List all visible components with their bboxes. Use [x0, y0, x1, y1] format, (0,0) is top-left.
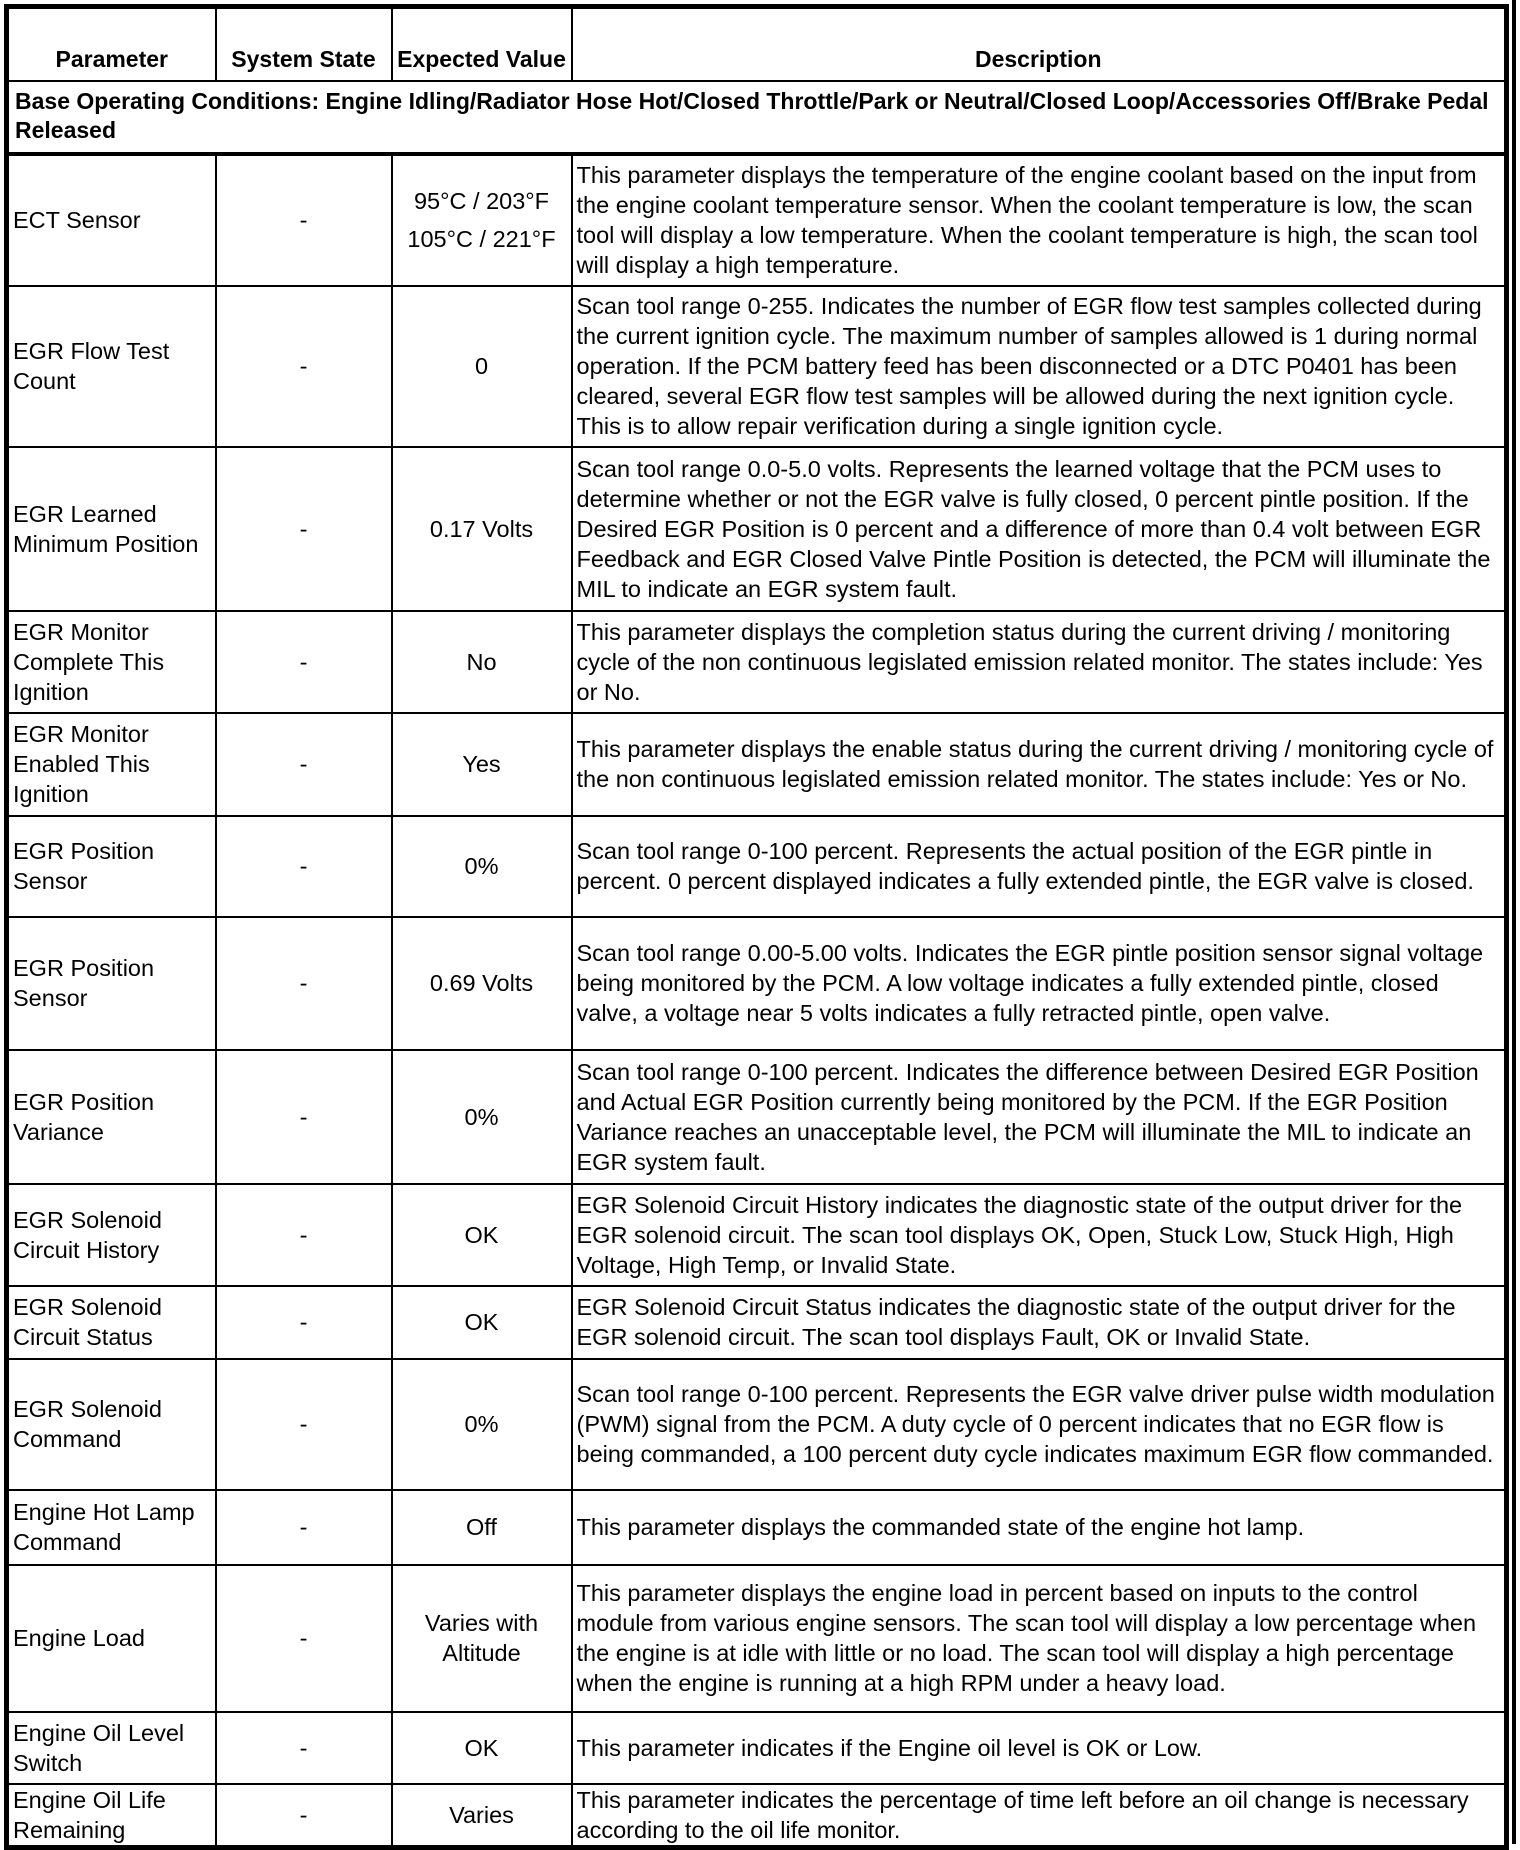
table-row [7, 447, 1507, 611]
expected-value-cell: 0.17 Volts [392, 447, 572, 611]
parameter-cell: EGR Learned Minimum Position [7, 447, 216, 611]
parameter-cell: EGR Position Variance [7, 1050, 216, 1184]
expected-value-cell: Yes [392, 713, 572, 816]
system-state-cell: - [216, 286, 392, 447]
header-expected-value: Expected Value [392, 7, 572, 81]
table-row [7, 917, 1507, 1050]
expected-value-cell: 0 [392, 286, 572, 447]
header-system-state: System State [216, 7, 392, 81]
system-state-cell: - [216, 611, 392, 713]
expected-value-cell: OK [392, 1184, 572, 1286]
table-row [7, 286, 1507, 447]
parameter-cell: Engine Oil Life Remaining [7, 1784, 216, 1848]
section-row [7, 81, 1507, 154]
description-cell: This parameter indicates the percentage of time left before an oil change is necessary according to the oil life monitor. [572, 1784, 1507, 1848]
expected-value-cell: Off [392, 1490, 572, 1565]
system-state-cell: - [216, 154, 392, 286]
header-description: Description [572, 7, 1507, 81]
system-state-cell: - [216, 917, 392, 1050]
expected-value-cell: OK [392, 1712, 572, 1784]
parameter-cell: EGR Flow Test Count [7, 286, 216, 447]
expected-value-cell: Varies [392, 1784, 572, 1848]
table-row [7, 1712, 1507, 1784]
description-cell: This parameter indicates if the Engine oil level is OK or Low. [572, 1712, 1507, 1784]
system-state-cell: - [216, 1490, 392, 1565]
parameter-cell: EGR Monitor Complete This Ignition [7, 611, 216, 713]
table-row [7, 713, 1507, 816]
table-row [7, 154, 1507, 286]
page-edge-rule [1512, 0, 1516, 1844]
parameter-table [4, 4, 1509, 1850]
description-cell: This parameter displays the engine load in percent based on inputs to the control module from various engine sensors. The scan tool will display a low percentage when the engine is at idle with little or no load. The scan tool will display a high percentage when the engine is running at a high RPM under a heavy load. [572, 1565, 1507, 1712]
parameter-cell: Engine Load [7, 1565, 216, 1712]
system-state-cell: - [216, 1286, 392, 1359]
description-cell: This parameter displays the temperature of the engine coolant based on the input from the engine coolant temperature sensor. When the coolant temperature is low, the scan tool will display a low temperature. When the coolant temperature is high, the scan tool will display a high temperature. [572, 154, 1507, 286]
parameter-cell: ECT Sensor [7, 154, 216, 286]
description-cell: Scan tool range 0.00-5.00 volts. Indicates the EGR pintle position sensor signal voltage being monitored by the PCM. A low voltage indicates a fully extended pintle, closed valve, a voltage near 5 volts indicates a fully retracted pintle, open valve. [572, 917, 1507, 1050]
expected-value-cell: 0.69 Volts [392, 917, 572, 1050]
system-state-cell: - [216, 1784, 392, 1848]
table-row [7, 611, 1507, 713]
system-state-cell: - [216, 1050, 392, 1184]
expected-value-cell: No [392, 611, 572, 713]
description-cell: Scan tool range 0-100 percent. Indicates the difference between Desired EGR Position and Actual EGR Position currently being monitored by the PCM. If the EGR Position Variance reaches an unacceptable level, the PCM will illuminate the MIL to indicate an EGR system fault. [572, 1050, 1507, 1184]
table-row [7, 1359, 1507, 1490]
system-state-cell: - [216, 713, 392, 816]
parameter-cell: EGR Solenoid Command [7, 1359, 216, 1490]
description-cell: Scan tool range 0.0-5.0 volts. Represents the learned voltage that the PCM uses to determine whether or not the EGR valve is fully closed, 0 percent pintle position. If the Desired EGR Position is 0 percent and a difference of more than 0.4 volt between EGR Feedback and EGR Closed Valve Pintle Position is detected, the PCM will illuminate the MIL to indicate an EGR system fault. [572, 447, 1507, 611]
table-row [7, 1784, 1507, 1848]
description-cell: Scan tool range 0-100 percent. Represents the actual position of the EGR pintle in percent. 0 percent displayed indicates a fully extended pintle, the EGR valve is closed. [572, 816, 1507, 917]
description-cell: EGR Solenoid Circuit Status indicates the diagnostic state of the output driver for the EGR solenoid circuit. The scan tool displays Fault, OK or Invalid State. [572, 1286, 1507, 1359]
section-title: Base Operating Conditions: Engine Idling/Radiator Hose Hot/Closed Throttle/Park or Neutral/Closed Loop/Accessories Off/Brake Pedal Released [7, 81, 1507, 154]
parameter-cell: EGR Position Sensor [7, 917, 216, 1050]
header-row [7, 7, 1507, 81]
expected-value-cell: OK [392, 1286, 572, 1359]
parameter-cell: EGR Monitor Enabled This Ignition [7, 713, 216, 816]
expected-value-cell: 0% [392, 816, 572, 917]
table-row [7, 1490, 1507, 1565]
parameter-cell: EGR Position Sensor [7, 816, 216, 917]
parameter-cell: Engine Hot Lamp Command [7, 1490, 216, 1565]
description-cell: Scan tool range 0-100 percent. Represents the EGR valve driver pulse width modulation (PWM) signal from the PCM. A duty cycle of 0 percent indicates that no EGR flow is being commanded, a 100 percent duty cycle indicates maximum EGR flow commanded. [572, 1359, 1507, 1490]
expected-value-cell [392, 154, 572, 286]
system-state-cell: - [216, 1359, 392, 1490]
parameter-cell: EGR Solenoid Circuit Status [7, 1286, 216, 1359]
description-cell: This parameter displays the enable status during the current driving / monitoring cycle of the non continuous legislated emission related monitor. The states include: Yes or No. [572, 713, 1507, 816]
table-row [7, 1565, 1507, 1712]
description-cell: EGR Solenoid Circuit History indicates the diagnostic state of the output driver for the EGR solenoid circuit. The scan tool displays OK, Open, Stuck Low, Stuck High, High Voltage, High Temp, or Invalid State. [572, 1184, 1507, 1286]
table-row [7, 816, 1507, 917]
expected-value-line-1: 95°C / 203°F [413, 188, 550, 214]
system-state-cell: - [216, 447, 392, 611]
table-row [7, 1286, 1507, 1359]
system-state-cell: - [216, 1565, 392, 1712]
parameter-cell: Engine Oil Level Switch [7, 1712, 216, 1784]
expected-value-cell: 0% [392, 1359, 572, 1490]
header-parameter: Parameter [7, 7, 216, 81]
description-cell: This parameter displays the commanded state of the engine hot lamp. [572, 1490, 1507, 1565]
parameter-cell: EGR Solenoid Circuit History [7, 1184, 216, 1286]
description-cell: Scan tool range 0-255. Indicates the number of EGR flow test samples collected during the current ignition cycle. The maximum number of samples allowed is 1 during normal operation. If the PCM battery feed has been disconnected or a DTC P0401 has been cleared, several EGR flow test samples will be allowed during the next ignition cycle. This is to allow repair verification during a single ignition cycle. [572, 286, 1507, 447]
system-state-cell: - [216, 1712, 392, 1784]
expected-value-cell: 0% [392, 1050, 572, 1184]
table-row [7, 1184, 1507, 1286]
system-state-cell: - [216, 816, 392, 917]
expected-value-cell: Varies with Altitude [392, 1565, 572, 1712]
system-state-cell: - [216, 1184, 392, 1286]
expected-value-line-2: 105°C / 221°F [407, 226, 556, 252]
table-row [7, 1050, 1507, 1184]
description-cell: This parameter displays the completion status during the current driving / monitoring cycle of the non continuous legislated emission related monitor. The states include: Yes or No. [572, 611, 1507, 713]
